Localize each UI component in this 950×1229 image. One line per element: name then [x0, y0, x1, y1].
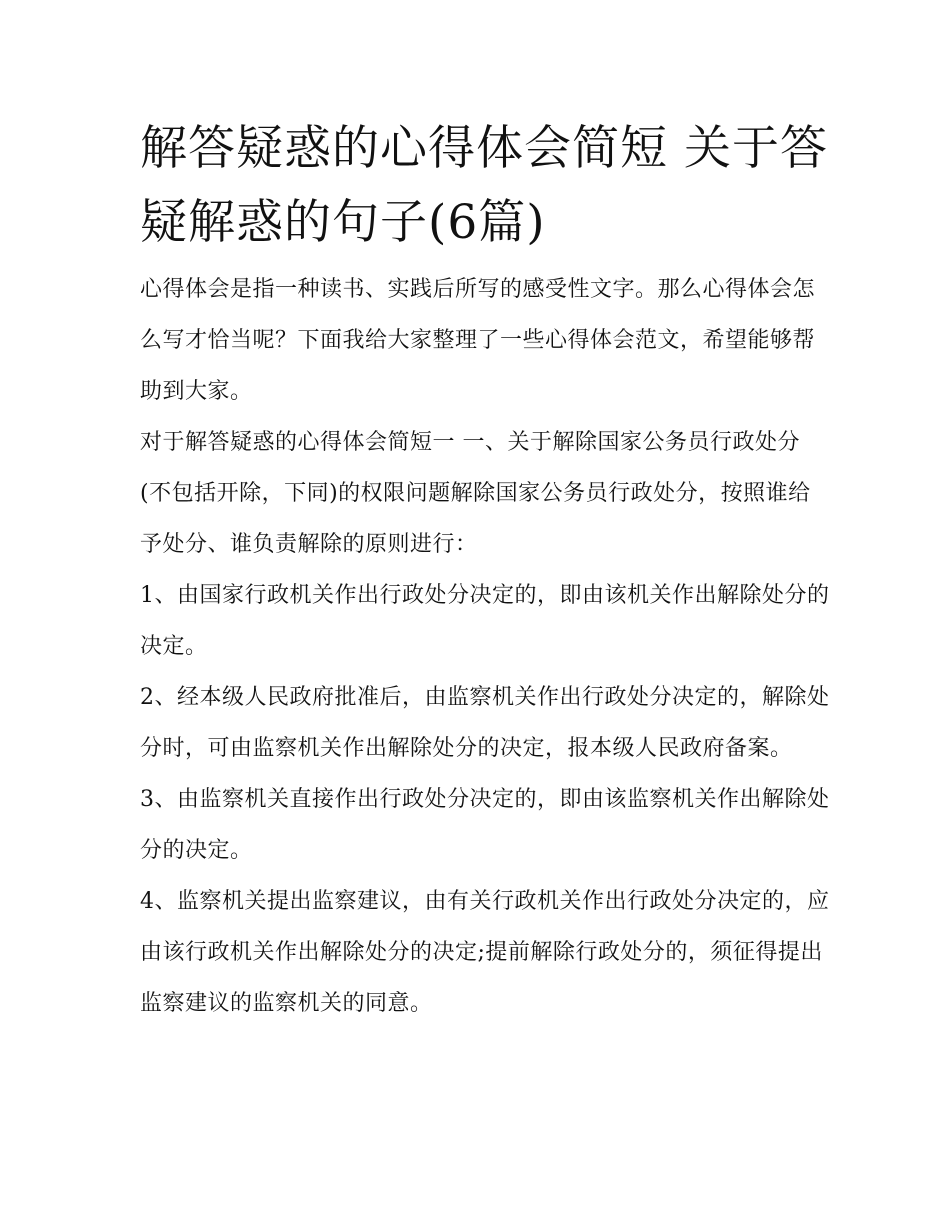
list-item-3: 3、由监察机关直接作出行政处分决定的，即由该监察机关作出解除处分的决定。: [140, 787, 830, 863]
list-item-4: 4、监察机关提出监察建议，由有关行政机关作出行政处分决定的，应由该行政机关作出解除处分的决定;提前解除行政处分的，须征得提出监察建议的监察机关的同意。: [140, 889, 830, 1016]
document-title: 解答疑惑的心得体会简短 关于答疑解惑的句子(6篇): [140, 121, 828, 250]
intro-paragraph: 心得体会是指一种读书、实践后所写的感受性文字。那么心得体会怎么写才恰当呢？下面我给大家整理了一些心得体会范文，希望能够帮助到大家。: [140, 277, 816, 404]
list-item-1: 1、由国家行政机关作出行政处分决定的，即由该机关作出解除处分的决定。: [140, 583, 830, 659]
document-page: [140, 112, 830, 1029]
list-item-2: 2、经本级人民政府批准后，由监察机关作出行政处分决定的，解除处分时，可由监察机关作出解除处分的决定，报本级人民政府备案。: [140, 685, 830, 761]
section-one-paragraph: 对于解答疑惑的心得体会简短一 一、关于解除国家公务员行政处分(不包括开除，下同)的权限问题解除国家公务员行政处分，按照谁给予处分、谁负责解除的原则进行：: [140, 430, 811, 557]
